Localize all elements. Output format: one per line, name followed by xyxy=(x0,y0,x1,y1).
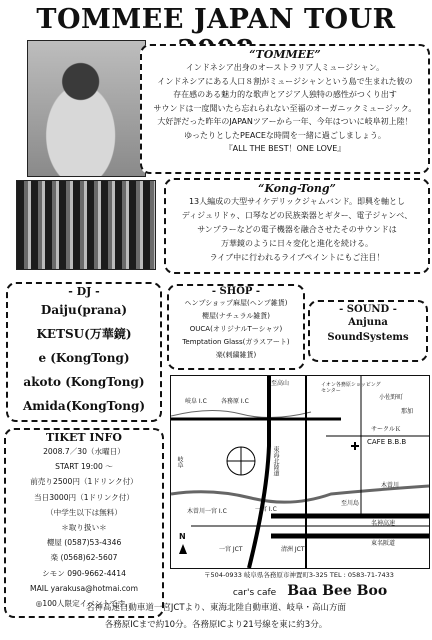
map-label: 那加 xyxy=(401,408,414,415)
ticket-line: ＊取り扱い＊ xyxy=(61,523,107,533)
sound-line: SoundSystems xyxy=(327,332,409,343)
address: 〒504-0933 岐阜県各務原市神置町3-325 TEL : 0583-71-7433 xyxy=(204,571,394,579)
shop-item: OUCA(オリジナルTーシャツ) xyxy=(189,325,283,333)
ticket-line: ◎100人限定イベントです。 xyxy=(35,599,133,609)
ticket-heading: TIKET INFO xyxy=(46,431,122,444)
text-line: サンプラーなどの電子機器を融合させたそのサウンドは xyxy=(197,225,397,234)
map-label: 名神高速 xyxy=(371,520,396,527)
dj-name: Daiju(prana) xyxy=(40,303,128,317)
text-line: サウンドは一度聞いたら忘れられない至福のオーガニックミュージック。 xyxy=(153,103,417,113)
dj-lineup xyxy=(8,298,160,418)
dj-name: akoto (KongTong) xyxy=(23,375,145,389)
map-label: イオン各務原ショッピングセンター xyxy=(321,382,381,394)
map-label: 清洲 JCT xyxy=(281,546,305,553)
ticket-box xyxy=(4,428,164,618)
map-label: 木曽川 xyxy=(381,482,400,489)
directions-line: 名神高速自動車道一宮JCTより、東海北陸自動車道、岐阜・高山方面 xyxy=(85,603,347,613)
dj-box xyxy=(6,282,162,422)
map-label: サークルＫ xyxy=(371,426,401,433)
shop-item: Temptation Glass(ガラスアート) xyxy=(182,338,290,346)
ticket-line: 前売り2500円（1ドリンク付） xyxy=(30,477,138,487)
ticket-line: MAIL yarakusa@hotmai.com xyxy=(30,583,138,593)
ticket-line: START 19:00 〜 xyxy=(55,462,113,472)
kongtong-box xyxy=(164,178,430,274)
poster-title: TOMMEE JAPAN TOUR xyxy=(36,4,396,35)
text-line: インドネシア出身のオーストラリア人ミュージシャン。 xyxy=(185,63,385,72)
dj-heading: - DJ - xyxy=(68,285,100,298)
dj-name: Amida(KongTong) xyxy=(22,399,146,413)
shop-item: 櫻屋(ナチュラル雑貨) xyxy=(201,312,271,320)
ticket-line: 当日3000円（1ドリンク付） xyxy=(34,492,134,502)
shop-heading: - SHOP - xyxy=(211,286,261,297)
map-label: 東海北陸道 xyxy=(272,446,279,476)
text-line: ライブ中に行われるライブペイントにもご注目！ xyxy=(209,253,385,262)
sound-line: Anjuna xyxy=(348,317,388,328)
map-label: 東名阪道 xyxy=(371,540,396,547)
map-label: 木曽川一宮 I.C xyxy=(187,508,227,515)
map-label: 各務原 I.C xyxy=(221,398,249,405)
cafe-logo: Baa Bee Boo xyxy=(287,583,388,599)
dj-name: KETSU(万華鏡) xyxy=(36,327,132,341)
directions-line: 各務原ICまで約10分。各務原ICより21号線を東に約3分。 xyxy=(104,620,328,630)
cafe-prefix: car's cafe xyxy=(232,588,277,598)
text-line: 13人編成の大型サイケデリックジャムバンド。即興を軸とし xyxy=(188,197,406,206)
text-line: インドネシアにある人口８割がミュージシャンという島で生まれた彼の xyxy=(157,76,413,86)
ticket-line: 楽 (0568)62-5607 xyxy=(50,553,118,563)
ticket-line: 櫻屋 (0587)53-4346 xyxy=(46,538,122,548)
map-label: 至川島 xyxy=(341,500,360,507)
map-label: 一宮 I.C xyxy=(255,506,277,513)
ticket-line: （中学生以下は無料） xyxy=(46,507,122,517)
ticket-line: 2008.7／30（水曜日） xyxy=(43,447,125,456)
ticket-details xyxy=(6,444,162,611)
sound-system xyxy=(310,315,426,345)
text-line: 万華鏡のように日々変化と進化を続ける。 xyxy=(221,239,373,248)
kongtong-heading: “Kong-Tong” xyxy=(258,182,336,195)
cafe-name xyxy=(200,580,420,599)
text-line: 『ALL THE BEST！ONE LOVE』 xyxy=(224,144,346,153)
dj-name: e (KongTong) xyxy=(38,351,130,365)
sound-heading: - SOUND - xyxy=(339,304,397,315)
text-line: 存在感のある魅力的な歌声とアジア人独特の感性がつくり出す xyxy=(173,90,397,99)
map-label: 一宮 JCT xyxy=(219,546,243,553)
tommee-box xyxy=(140,44,430,174)
text-line: ディジュリドゥ、口琴などの民族楽器とギター、電子ジャンベ、 xyxy=(181,211,413,220)
tommee-heading: “TOMMEE” xyxy=(249,48,321,61)
map-label: 小佐野町 xyxy=(379,394,404,401)
kongtong-photo xyxy=(16,180,156,270)
tommee-photo xyxy=(27,40,146,177)
map-label: 岐阜 xyxy=(176,456,183,468)
text-line: 大好評だった昨年のJAPANツアーから一年、今年はついに岐阜初上陸！ xyxy=(157,117,413,126)
sound-box xyxy=(308,300,428,362)
cafe-location-label: CAFE B.B.B xyxy=(367,438,407,446)
map-label: 岐阜 I.C xyxy=(185,398,207,405)
text-line: ゆったりとしたPEACEな時間を一緒に過ごしましょう。 xyxy=(184,130,386,140)
access-map xyxy=(170,375,430,569)
map-label: 至高山 xyxy=(271,380,290,387)
shop-item: ヘンプショップ麻屋(ヘンプ雑貨) xyxy=(184,299,288,307)
tommee-description xyxy=(142,61,428,156)
shop-item: 楽(刺繍雑貨) xyxy=(215,351,257,359)
shop-box xyxy=(167,284,305,370)
ticket-line: シモン 090-9662-4414 xyxy=(42,568,126,578)
shop-list xyxy=(169,297,303,362)
north-label: N xyxy=(179,532,186,541)
kongtong-description xyxy=(166,195,428,265)
